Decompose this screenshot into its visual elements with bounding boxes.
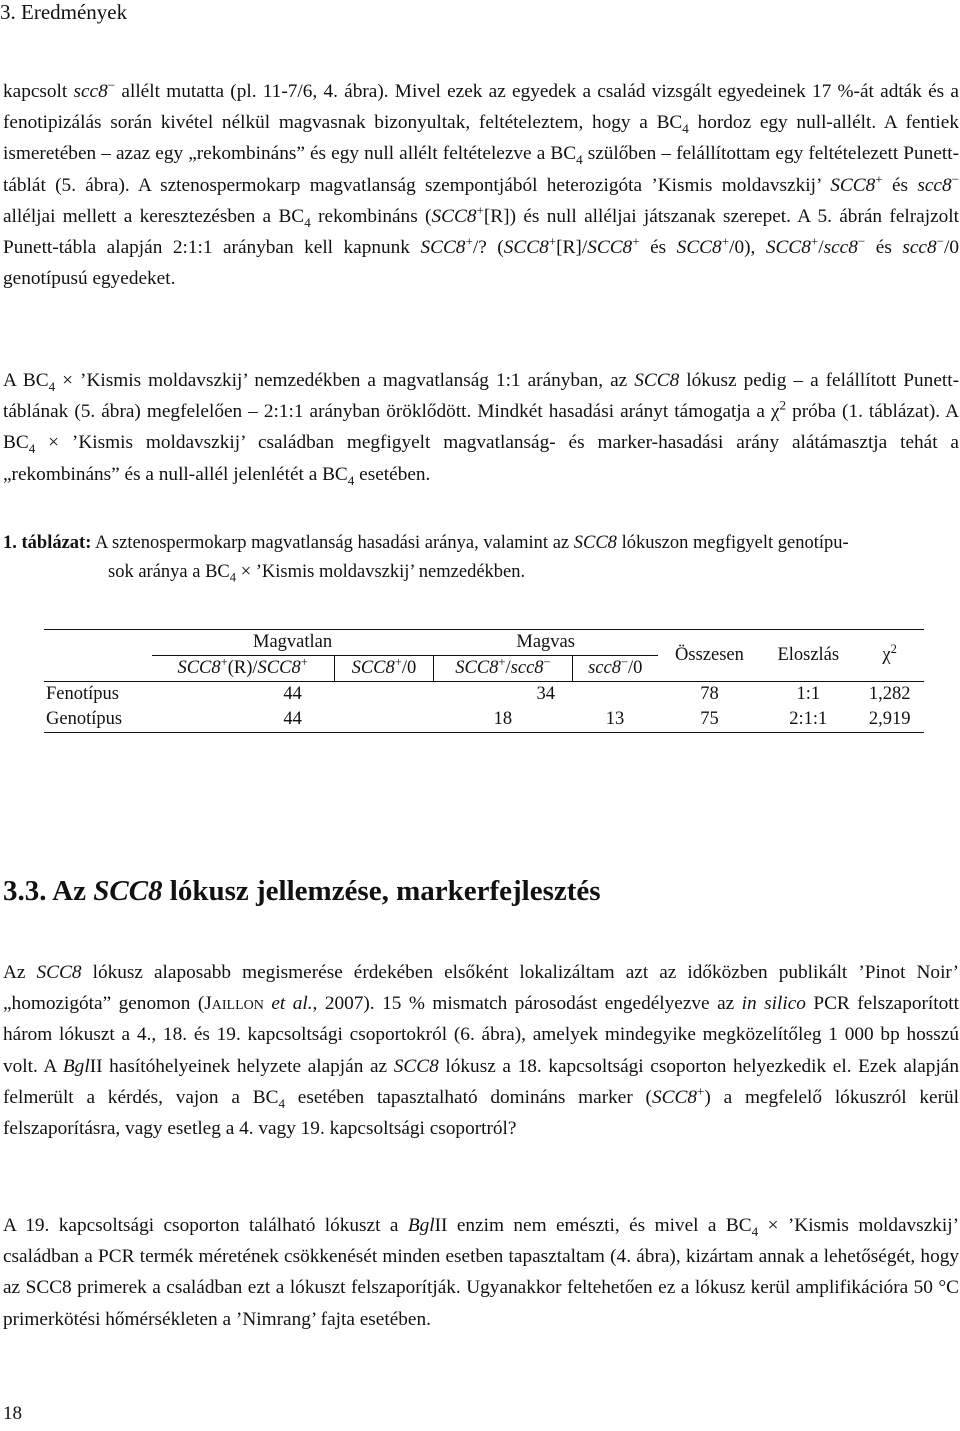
section-heading: 3.3. Az SCC8 lókusz jellemzése, markerfejlesztés bbox=[3, 875, 601, 907]
col-eloszlas: Eloszlás bbox=[761, 630, 855, 682]
group-magvas: Magvas bbox=[434, 630, 658, 656]
sub-col-c: SCC8+/scc8− bbox=[434, 656, 573, 682]
col-chi: $\chi^2$ bbox=[855, 630, 924, 682]
paragraph-1: kapcsolt scc8− allélt mutatta (pl. 11-7/6, 4. ábra). Mivel ezek az egyedek a család vizsgált egyedeinek 17 %-át adták és a fenotipizálás során kivétel nélkül magvasnak bizonyultak, feltételeztem, hogy a $BC_4$ hordoz egy null-allélt. A fentiek ismeretében – azaz egy „rekombináns” és egy null allélt feltételezve a $BC_4$ szülőben – felállítottam egy feltételezett Punett-táblát (5. ábra). A sztenospermokarp magvatlanság szempontjából heterozigóta ’Kismis moldavszkij’ SCC8+ és scc8− alléljai mellett a keresztezésben a $BC_4$ rekombináns (SCC8+[R]) és null alléljai játszanak szerepet. A 5. ábrán felrajzolt Punett-tábla alapján 2:1:1 arányban kell kapnunk SCC8+/? (SCC8+[R]/SCC8+ és SCC8+/0), SCC8+/scc8− és scc8−/0 genotípusú egyedeket. bbox=[3, 77, 960, 290]
paragraph-2: A $BC_4$ × ’Kismis moldavszkij’ nemzedékben a magvatlanság 1:1 arányban, az SCC8 lókusz pedig – a felállított Punett-táblának (5. ábra) megfelelően – 2:1:1 arányban öröklődött. Mindkét hasadási arányt támogatja a $\chi^2$ próba (1. táblázat). A $BC_4$ × ’Kismis moldavszkij’ családban megfigyelt magvatlanság- és marker-hasadási arány alátámasztja tehát a „rekombináns” és a null-allél jelenlétét a $BC_4$ esetében. bbox=[3, 370, 960, 488]
running-header: 3. Eredmények bbox=[0, 0, 128, 24]
results-table bbox=[44, 629, 924, 733]
paragraph-4: A 19. kapcsoltsági csoporton található lókuszt a BglII enzim nem emészti, és mivel a $BC_4$ × ’Kismis moldavszkij’ családban a PCR termék méretének csökkenését minden esetben tapasztaltam (4. ábra), kizártam annak a lehetőségét, hogy az SCC8 primerek a családban ezt a lókuszt felszaporítják. Ugyanakkor feltehetően ez a lókusz kerül amplifikációra 50 °C primerkötési hőmérsékleten a ’Nimrang’ fajta esetében. bbox=[3, 1215, 959, 1330]
table-row: Genotípus 44 18 13 75 2:1:1 2,919 bbox=[44, 707, 924, 733]
table-caption: 1. táblázat: A sztenospermokarp magvatlanság hasadási aránya, valamint az SCC8 lókuszon megfigyelt genotípu- sok aránya a $BC_4$ × ’Kismis moldavszkij’ nemzedékben. bbox=[3, 533, 849, 585]
paragraph-3: Az SCC8 lókusz alaposabb megismerése érdekében elsőként lokalizáltam azt az időközben publikált ’Pinot Noir’ „homozigóta” genomon (Jaillon et al., 2007). 15 % mismatch párosodást engedélyezve az in silico PCR felszaporított három lókuszt a 4., 18. és 19. kapcsoltsági csoportokról (6. ábra), amelyek mindegyike megközelítőleg 1 000 bp hosszú volt. A BglII hasítóhelyeinek helyzete alapján az SCC8 lókusz a 18. kapcsoltsági csoporton helyezkedik el. Ezek alapján felmerült a kérdés, vajon a $BC_4$ esetében tapasztalható domináns marker (SCC8+) a megfelelő lókuszról kerül felszaporításra, vagy esetleg a 4. vagy 19. kapcsoltsági csoportról? bbox=[3, 962, 959, 1140]
col-osszesen: Összesen bbox=[658, 630, 761, 682]
page-number: 18 bbox=[3, 1403, 22, 1424]
sub-col-d: scc8−/0 bbox=[572, 656, 658, 682]
sub-col-b: SCC8+/0 bbox=[334, 656, 433, 682]
table-row: Fenotípus 44 34 78 1:1 1,282 bbox=[44, 682, 924, 708]
sub-col-a: SCC8+(R)/SCC8+ bbox=[152, 656, 335, 682]
group-magvatlan: Magvatlan bbox=[152, 630, 434, 656]
